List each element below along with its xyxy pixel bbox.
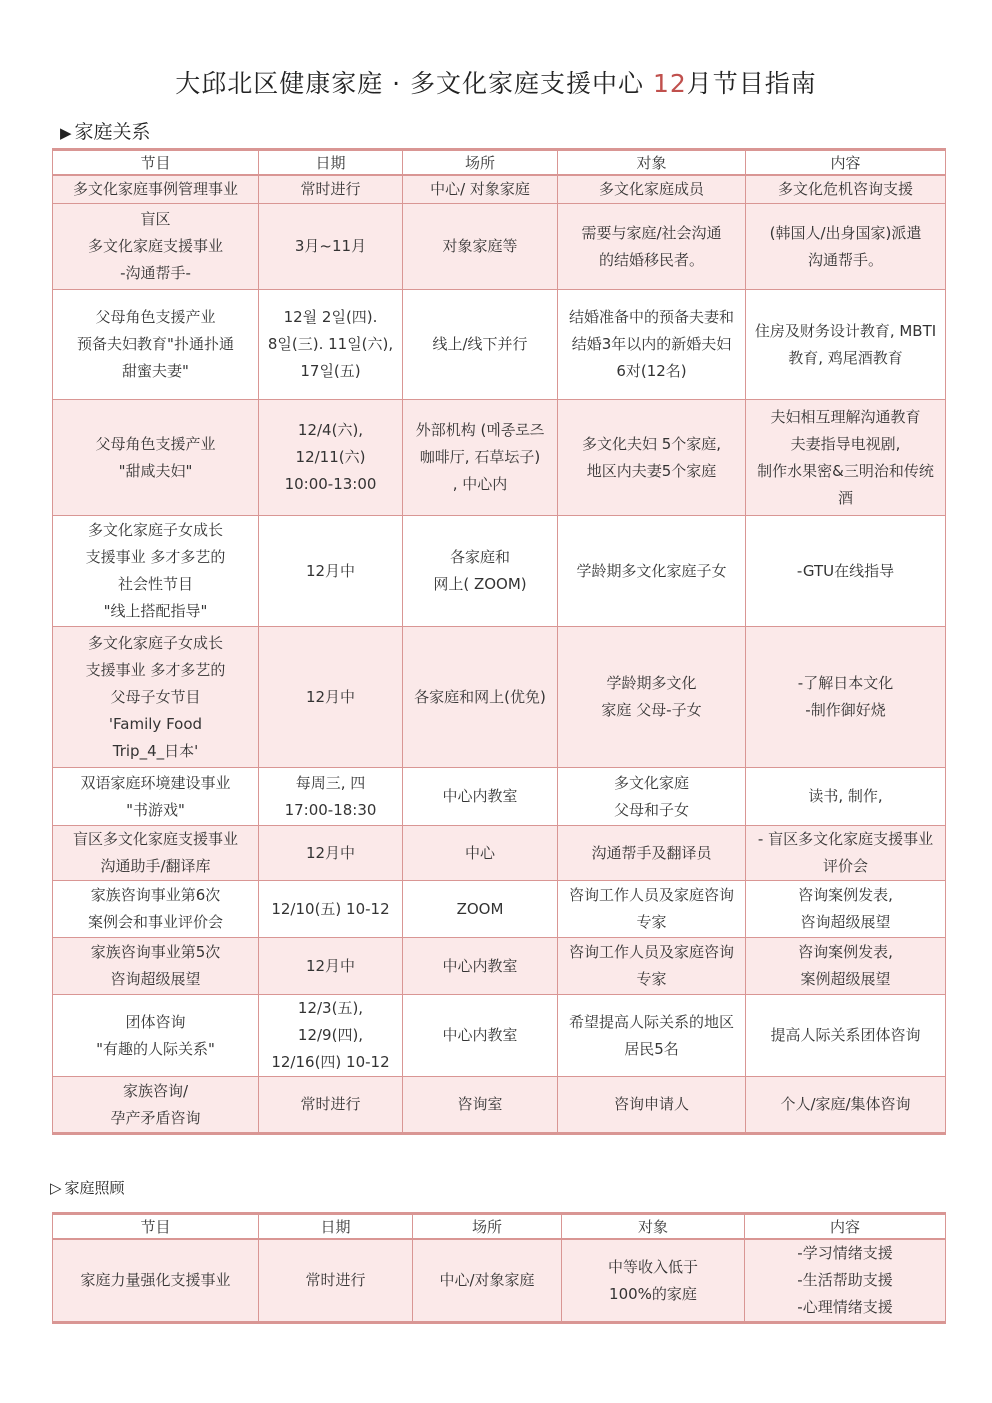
- page-title: [0, 64, 992, 100]
- cell-place: [413, 1239, 562, 1323]
- cell-program: [53, 1077, 259, 1134]
- cell-program: [53, 627, 259, 768]
- cell-text: 咨询超级展望: [800, 913, 891, 931]
- cell-text: ZOOM: [456, 899, 504, 918]
- table-row: [53, 1077, 946, 1134]
- cell-place: [403, 290, 558, 400]
- cell-date: [259, 995, 403, 1077]
- table-row: [53, 400, 946, 516]
- cell-text: 多文化家庭成员: [598, 180, 704, 198]
- cell-text: 双语家庭环境建设事业: [80, 773, 231, 792]
- cell-date: [259, 400, 403, 516]
- cell-place: [403, 995, 558, 1077]
- cell-place: [403, 175, 558, 204]
- header-program: 节目: [53, 150, 259, 176]
- cell-target: [558, 516, 746, 627]
- cell-text: 读书, 制作,: [808, 787, 883, 805]
- cell-date: [259, 1239, 413, 1323]
- cell-content: [746, 826, 946, 881]
- cell-text: 12/3(五),: [297, 999, 364, 1017]
- header-date: 日期: [259, 1214, 413, 1240]
- cell-text: 中心内教室: [442, 1026, 518, 1044]
- cell-content: [746, 290, 946, 400]
- cell-target: [558, 204, 746, 290]
- table-row: [53, 881, 946, 938]
- cell-date: [259, 175, 403, 204]
- cell-text: 学龄期多文化家庭子女: [576, 561, 727, 580]
- cell-text: -生活帮助支援: [797, 1271, 893, 1289]
- cell-program: [53, 938, 259, 995]
- cell-target: [558, 627, 746, 768]
- cell-text: 中心/对象家庭: [439, 1271, 535, 1289]
- cell-date: [259, 768, 403, 826]
- cell-program: [53, 204, 259, 290]
- cell-text: 对象家庭等: [442, 237, 518, 255]
- cell-place: [403, 516, 558, 627]
- section-family-care-heading: ▷ 家庭照顾: [50, 1179, 125, 1197]
- cell-text: 多文化家庭事例管理事业: [72, 180, 238, 198]
- cell-text: 咖啡厅, 石草坛子): [419, 448, 541, 466]
- cell-text: 12/4(六),: [297, 421, 364, 439]
- cell-text: 家族咨询/: [122, 1081, 189, 1100]
- cell-text: -学习情绪支援: [797, 1244, 893, 1262]
- cell-text: 常时进行: [300, 1095, 361, 1113]
- cell-place: [403, 826, 558, 881]
- cell-text: 社会性节目: [117, 575, 193, 593]
- cell-text: 多文化夫妇 5个家庭,: [581, 434, 722, 453]
- cell-text: 结婚准备中的预备夫妻和: [568, 308, 734, 326]
- triangle-right-outline-icon: ▷: [50, 1179, 62, 1197]
- cell-target: [558, 881, 746, 938]
- cell-text: 咨询室: [457, 1095, 503, 1113]
- cell-text: 6对(12名): [616, 362, 687, 380]
- cell-text: 夫妻指导电视剧,: [790, 434, 901, 453]
- cell-content: [746, 400, 946, 516]
- header-content: 内容: [745, 1214, 946, 1240]
- cell-program: [53, 826, 259, 881]
- table-row: [53, 516, 946, 627]
- cell-text: 'Family Food: [108, 714, 203, 733]
- cell-date: [259, 1077, 403, 1134]
- table-row: [53, 826, 946, 881]
- cell-target: [558, 290, 746, 400]
- cell-text: 酒: [837, 488, 853, 507]
- cell-text: 教育, 鸡尾酒教育: [788, 348, 903, 367]
- header-target: 对象: [558, 150, 746, 176]
- title-month: 12: [652, 69, 687, 98]
- cell-text: 100%的家庭: [609, 1284, 697, 1303]
- cell-text: "线上搭配指导": [103, 602, 208, 620]
- cell-text: 咨询案例发表,: [798, 886, 893, 904]
- cell-text: 中等收入低于: [607, 1257, 698, 1276]
- cell-text: 希望提高人际关系的地区: [568, 1012, 734, 1031]
- cell-text: 夫妇相互理解沟通教育: [770, 407, 921, 426]
- cell-target: [558, 175, 746, 204]
- cell-text: "甜咸夫妇": [118, 461, 193, 480]
- cell-program: [53, 1239, 259, 1323]
- cell-text: 各家庭和: [449, 548, 510, 566]
- cell-place: [403, 204, 558, 290]
- cell-text: 专家: [636, 970, 667, 988]
- table-row: [53, 938, 946, 995]
- cell-text: 沟通助手/翻译库: [100, 857, 211, 875]
- cell-text: 咨询申请人: [613, 1095, 689, 1113]
- cell-content: [746, 175, 946, 204]
- cell-text: 3月~11月: [294, 237, 367, 255]
- header-date: 日期: [259, 150, 403, 176]
- cell-date: [259, 627, 403, 768]
- cell-text: 父母子女节目: [110, 687, 201, 706]
- cell-text: 多文化家庭子女成长: [87, 521, 223, 539]
- table-header-row: [53, 150, 946, 176]
- cell-text: 甜蜜夫妻": [122, 362, 189, 380]
- header-program: 节目: [53, 1214, 259, 1240]
- table-row: [53, 627, 946, 768]
- cell-text: 12/16(四) 10-12: [271, 1053, 390, 1071]
- cell-text: 结婚3年以内的新婚夫妇: [571, 335, 732, 353]
- cell-text: 家庭力量强化支援事业: [80, 1271, 231, 1289]
- cell-text: 多文化家庭: [613, 773, 689, 792]
- cell-text: -GTU在线指导: [796, 561, 895, 580]
- cell-text: 中心内教室: [442, 787, 518, 805]
- cell-text: 父母角色支援产业: [95, 308, 216, 326]
- table-row: [53, 768, 946, 826]
- cell-text: 17일(五): [300, 362, 361, 380]
- cell-text: 8일(三). 11일(六),: [267, 335, 394, 353]
- cell-text: 常时进行: [300, 180, 361, 198]
- family-care-table: [52, 1212, 946, 1324]
- cell-text: 咨询案例发表,: [798, 943, 893, 961]
- cell-target: [558, 400, 746, 516]
- cell-text: - 盲区多文化家庭支援事业: [757, 830, 934, 848]
- cell-text: 专家: [636, 913, 667, 931]
- cell-program: [53, 881, 259, 938]
- cell-text: 盲区多文化家庭支援事业: [72, 830, 238, 848]
- cell-text: 多文化危机咨询支援: [777, 180, 913, 198]
- cell-content: [746, 1077, 946, 1134]
- cell-content: [746, 881, 946, 938]
- cell-text: 12/9(四),: [297, 1026, 364, 1044]
- cell-text: -心理情绪支援: [797, 1298, 893, 1316]
- cell-text: 外部机构 (메종로즈: [415, 421, 545, 439]
- cell-text: 家庭 父母-子女: [601, 701, 702, 719]
- cell-text: 评价会: [822, 857, 868, 875]
- cell-content: [745, 1239, 946, 1323]
- cell-text: 案例超级展望: [800, 970, 891, 988]
- cell-place: [403, 400, 558, 516]
- cell-text: 12/11(六): [295, 448, 366, 466]
- cell-text: 案例会和事业评价会: [87, 913, 223, 931]
- cell-text: 咨询工作人员及家庭咨询: [568, 943, 734, 961]
- cell-text: 家族咨询事业第5次: [90, 943, 221, 961]
- cell-target: [558, 768, 746, 826]
- triangle-right-icon: ▶: [60, 124, 72, 142]
- cell-text: 沟通帮手及翻译员: [591, 843, 712, 862]
- cell-text: 各家庭和网上(优免): [414, 687, 546, 706]
- family-relations-table: [52, 148, 946, 1135]
- cell-content: [746, 627, 946, 768]
- cell-text: 父母角色支援产业: [95, 434, 216, 453]
- table-row: [53, 175, 946, 204]
- title-suffix: 月节目指南: [686, 69, 817, 98]
- cell-text: 中心/ 对象家庭: [430, 180, 530, 198]
- cell-place: [403, 768, 558, 826]
- cell-program: [53, 290, 259, 400]
- cell-text: -沟通帮手-: [120, 264, 191, 282]
- cell-target: [558, 995, 746, 1077]
- cell-text: 10:00-13:00: [284, 475, 377, 493]
- cell-text: 支援事业 多才多艺的: [85, 548, 226, 566]
- cell-target: [558, 826, 746, 881]
- header-target: 对象: [562, 1214, 745, 1240]
- header-place: 场所: [403, 150, 558, 176]
- cell-text: 住房及财务设计教育, MBTI: [754, 321, 937, 340]
- cell-text: , 中心内: [452, 475, 508, 493]
- cell-text: 12月中: [305, 561, 356, 580]
- cell-program: [53, 995, 259, 1077]
- cell-program: [53, 516, 259, 627]
- header-content: 内容: [746, 150, 946, 176]
- cell-date: [259, 204, 403, 290]
- cell-content: [746, 204, 946, 290]
- cell-text: 制作水果密&三明治和传统: [757, 461, 934, 480]
- table-row: [53, 204, 946, 290]
- cell-content: [746, 938, 946, 995]
- cell-text: 网上( ZOOM): [433, 575, 527, 593]
- cell-text: 中心: [464, 843, 495, 862]
- section-family-relations-heading: ▶ 家庭关系: [60, 121, 151, 143]
- cell-text: -制作御好烧: [805, 701, 886, 719]
- cell-target: [558, 1077, 746, 1134]
- cell-place: [403, 938, 558, 995]
- cell-content: [746, 768, 946, 826]
- cell-place: [403, 1077, 558, 1134]
- cell-text: -了解日本文化: [797, 674, 894, 692]
- cell-text: 父母和子女: [613, 800, 689, 819]
- cell-text: 需要与家庭/社会沟通: [581, 223, 722, 242]
- cell-text: 中心内教室: [442, 956, 518, 975]
- cell-text: 多文化家庭子女成长: [87, 633, 223, 652]
- cell-target: [558, 938, 746, 995]
- cell-text: (韩国人/出身国家)派遣: [769, 223, 922, 242]
- cell-date: [259, 938, 403, 995]
- cell-content: [746, 995, 946, 1077]
- cell-text: 线上/线下并行: [432, 335, 528, 353]
- cell-text: Trip_4_日本': [112, 741, 199, 760]
- cell-date: [259, 881, 403, 938]
- cell-text: 12/10(五) 10-12: [271, 899, 390, 918]
- cell-content: [746, 516, 946, 627]
- cell-date: [259, 290, 403, 400]
- cell-text: 个人/家庭/集体咨询: [780, 1095, 911, 1113]
- cell-text: 12월 2일(四).: [283, 308, 378, 326]
- header-place: 场所: [413, 1214, 562, 1240]
- cell-program: [53, 768, 259, 826]
- cell-text: 孕产矛盾咨询: [110, 1108, 201, 1127]
- cell-text: 12月中: [305, 956, 356, 975]
- cell-text: 沟通帮手。: [807, 250, 883, 269]
- cell-program: [53, 400, 259, 516]
- cell-program: [53, 175, 259, 204]
- cell-target: [562, 1239, 745, 1323]
- cell-date: [259, 826, 403, 881]
- cell-place: [403, 627, 558, 768]
- cell-text: "书游戏": [126, 800, 185, 819]
- cell-text: 预备夫妇教育"扑通扑通: [77, 335, 234, 353]
- cell-text: 学龄期多文化: [606, 674, 697, 692]
- cell-text: 12月中: [305, 843, 356, 862]
- table-header-row: [53, 1214, 946, 1240]
- cell-place: [403, 881, 558, 938]
- cell-text: "有趣的人际关系": [96, 1039, 215, 1058]
- cell-text: 的结婚移民者。: [598, 250, 704, 269]
- cell-text: 团体咨询: [125, 1012, 186, 1031]
- cell-date: [259, 516, 403, 627]
- cell-text: 多文化家庭支援事业: [87, 237, 223, 255]
- cell-text: 12月中: [305, 687, 356, 706]
- cell-text: 咨询超级展望: [110, 970, 201, 988]
- cell-text: 盲区: [140, 210, 171, 228]
- title-prefix: 大邱北区健康家庭 · 多文化家庭支援中心: [175, 69, 645, 98]
- cell-text: 支援事业 多才多艺的: [85, 660, 226, 679]
- cell-text: 17:00-18:30: [284, 800, 377, 819]
- cell-text: 地区内夫妻5个家庭: [586, 461, 717, 480]
- cell-text: 提高人际关系团体咨询: [770, 1026, 921, 1044]
- cell-text: 居民5名: [624, 1039, 679, 1058]
- table-row: [53, 290, 946, 400]
- cell-text: 咨询工作人员及家庭咨询: [568, 886, 734, 904]
- table-row: [53, 995, 946, 1077]
- cell-text: 常时进行: [305, 1271, 366, 1289]
- table-row: [53, 1239, 946, 1323]
- cell-text: 每周三, 四: [295, 773, 366, 792]
- cell-text: 家族咨询事业第6次: [90, 886, 221, 904]
